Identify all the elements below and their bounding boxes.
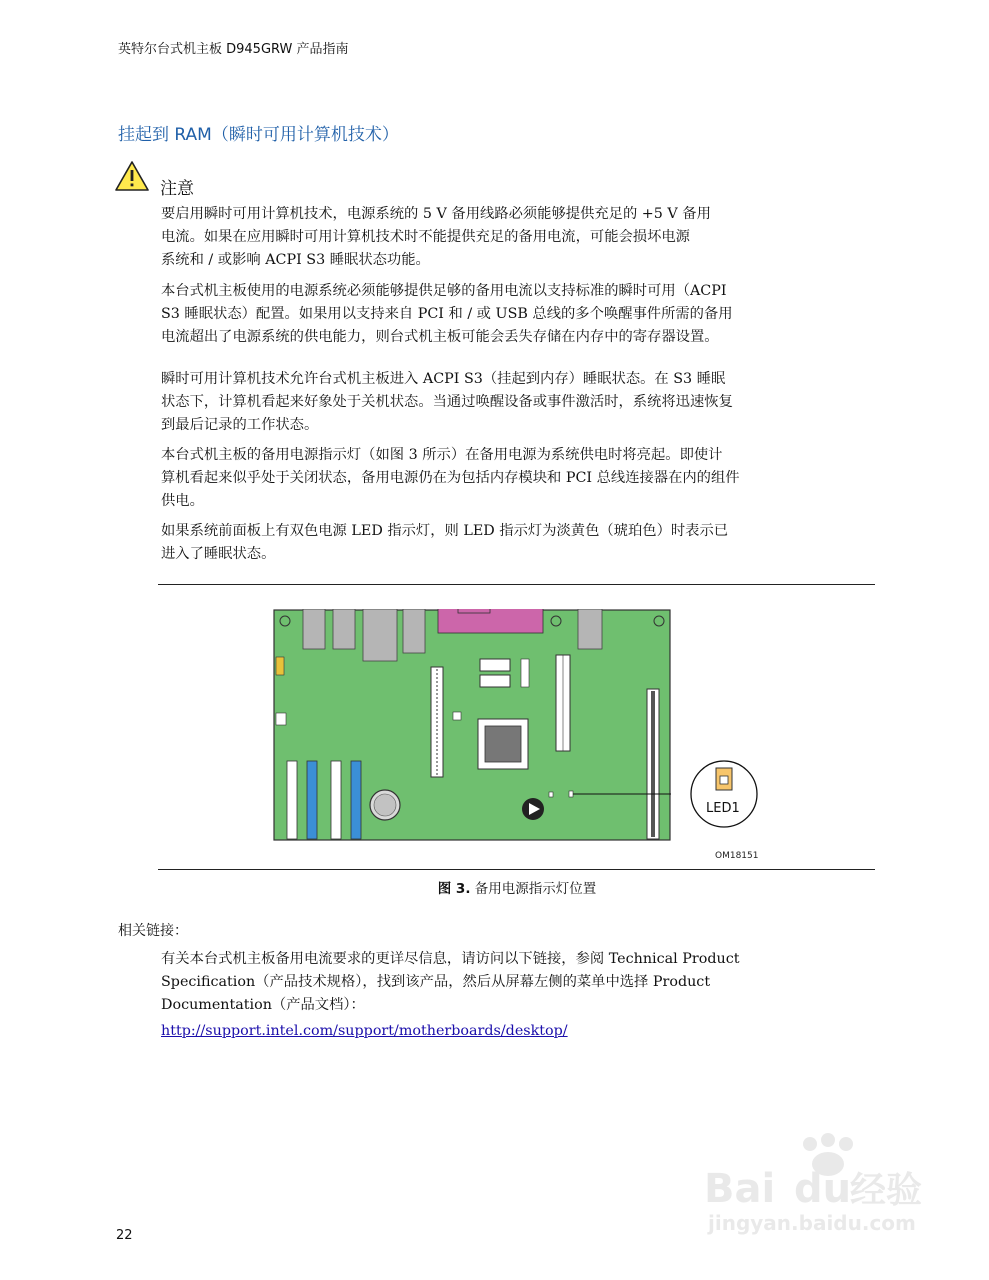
motherboard-diagram <box>273 609 671 841</box>
figure-caption-number: 图 3. <box>437 881 471 897</box>
baidu-watermark-logo <box>700 1130 945 1240</box>
led-callout <box>688 758 760 830</box>
svg-text:经验: 经验 <box>850 1170 923 1211</box>
support-link[interactable]: http://support.intel.com/support/motherboards/desktop/ <box>161 1023 568 1039</box>
svg-text:Bai: Bai <box>704 1166 776 1212</box>
body-paragraph: 本台式机主板的备用电源指示灯（如图 3 所示）在备用电源为系统供电时将亮起。即使计 算机看起来似乎处于关闭状态，备用电源仍在为包括内存模块和 PCI 总线连接器在内的组件 供电。 <box>161 447 740 509</box>
figure-caption-text: 备用电源指示灯位置 <box>474 881 597 897</box>
warning-icon <box>114 160 150 192</box>
body-paragraph: 瞬时可用计算机技术允许台式机主板进入 ACPI S3（挂起到内存）睡眠状态。在 S3 睡眠 状态下，计算机看起来好象处于关机状态。当通过唤醒设备或事件激活时，系统将迅速恢复 到最后记录的工作状态。 <box>161 371 733 433</box>
page-number: 22 <box>116 1228 133 1243</box>
page-header-title: 英特尔台式机主板 D945GRW 产品指南 <box>118 42 349 57</box>
svg-text:du: du <box>794 1166 852 1212</box>
watermark-url: jingyan.baidu.com <box>708 1211 916 1235</box>
figure-caption <box>0 877 989 897</box>
related-links-label: 相关链接： <box>118 923 188 939</box>
caution-paragraph: 要启用瞬时可用计算机技术，电源系统的 5 V 备用线路必须能够提供充足的 +5 V 备用 电流。如果在应用瞬时可用计算机技术时不能提供充足的备用电流，可能会损坏电源 系统和 / 或影响 ACPI S3 睡眠状态功能。 <box>161 206 711 268</box>
led1-label: LED1 <box>706 801 740 816</box>
related-paragraph: 有关本台式机主板备用电流要求的更详尽信息，请访问以下链接，参阅 Technical Product Specification（产品技术规格），找到该产品，然后从屏幕左侧的菜单中选择 Product Documentation（产品文档）： <box>161 951 740 1013</box>
section-title: 挂起到 RAM（瞬时可用计算机技术） <box>118 125 399 145</box>
figure-code: OM18151 <box>715 851 759 861</box>
figure-top-rule <box>158 584 875 585</box>
figure-bottom-rule <box>158 869 875 870</box>
body-paragraph: 如果系统前面板上有双色电源 LED 指示灯，则 LED 指示灯为淡黄色（琥珀色）时表示已 进入了睡眠状态。 <box>161 523 729 562</box>
caution-paragraph: 本台式机主板使用的电源系统必须能够提供足够的备用电流以支持标准的瞬时可用（ACPI S3 睡眠状态）配置。如果用以支持来自 PCI 和 / 或 USB 总线的多个唤醒事件所需的备用 电流超出了电源系统的供电能力，则台式机主板可能会丢失存储在内存中的寄存器设置。 <box>161 283 733 345</box>
caution-label: 注意 <box>160 179 194 199</box>
